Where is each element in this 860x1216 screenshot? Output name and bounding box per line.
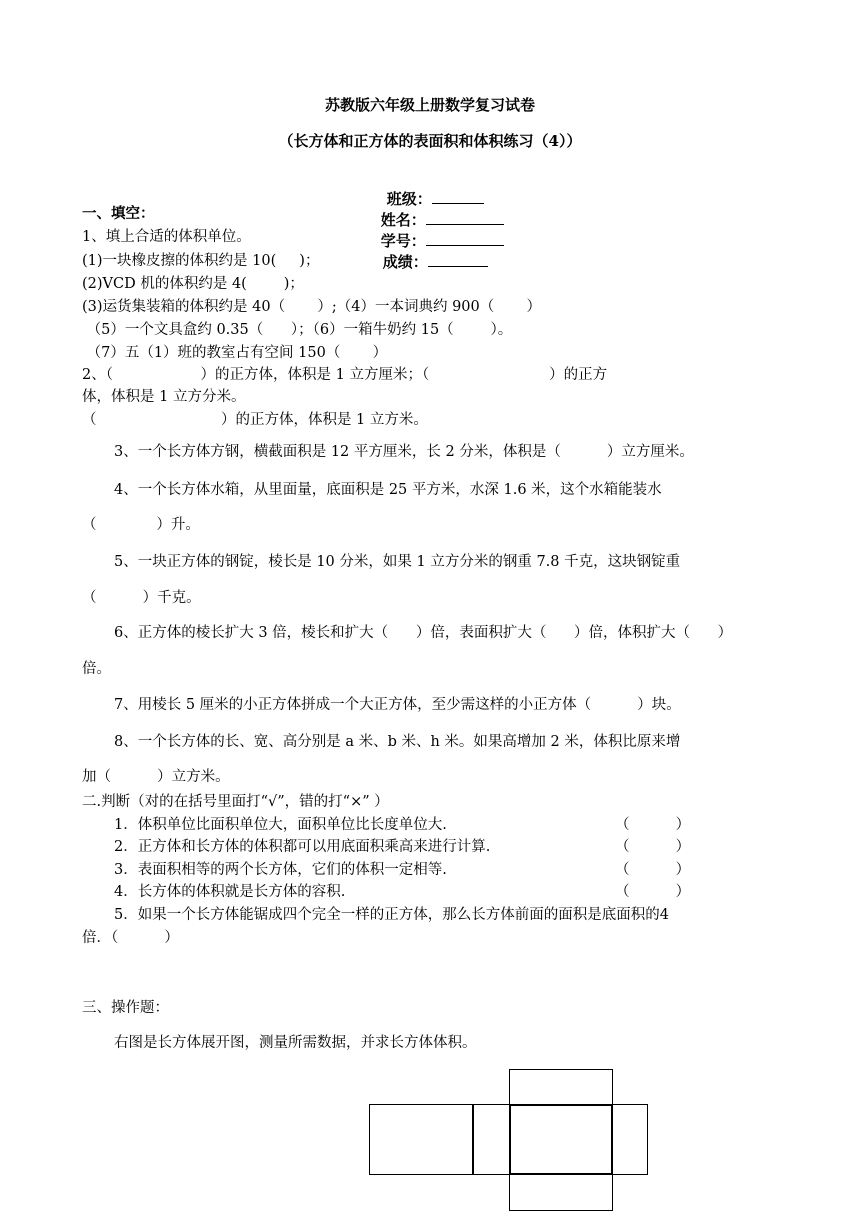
section3-heading: 三、操作题： [82, 1000, 169, 1016]
judge-bracket-2[interactable]: （ ） [615, 839, 691, 855]
q1-7-text: （7）五（1）班的教室占有空间 150（ ） [82, 345, 388, 361]
q8-line-b: 加（ ）立方米。 [82, 769, 230, 785]
net-face-side-right [611, 1104, 648, 1175]
judge-item-1: 1．体积单位比面积单位大，面积单位比长度单位大. [114, 817, 447, 833]
judge-bracket-1[interactable]: （ ） [615, 817, 691, 833]
q8-line-a: 8、一个长方体的长、宽、高分别是 a 米、b 米、h 米。如果高增加 2 米，体积比原来增 [114, 734, 681, 750]
class-blank[interactable] [432, 188, 484, 204]
q1-2-text: (2)VCD 机的体积约是 4( )； [82, 276, 304, 292]
net-face-bottom [509, 1173, 613, 1211]
id-label: 学号： [380, 232, 426, 250]
net-face-top [509, 1069, 613, 1106]
name-blank[interactable] [426, 209, 504, 225]
net-face-left [369, 1104, 474, 1175]
q7-text: 7、用棱长 5 厘米的小正方体拼成一个大正方体，至少需这样的小正方体（ ）块。 [114, 697, 681, 713]
q2-line-c: （ ）的正方体，体积是 1 立方米。 [82, 412, 428, 428]
q1-3-text: (3)运货集装箱的体积约是 40（ ）;（4）一本词典约 900（ ） [82, 299, 542, 315]
page-title: 苏教版六年级上册数学复习试卷 [324, 96, 535, 114]
q4-line-a: 4、一个长方体水箱，从里面量，底面积是 25 平方米，水深 1.6 米，这个水箱能装水 [114, 482, 662, 498]
net-face-side-left [472, 1104, 511, 1175]
q3-text: 3、一个长方体方钢，横截面积是 12 平方厘米，长 2 分米，体积是（ ）立方厘米。 [114, 444, 694, 460]
judge-item-2: 2．正方体和长方体的体积都可以用底面积乘高来进行计算. [114, 839, 491, 855]
judge-item-5-a: 5．如果一个长方体能锯成四个完全一样的正方体，那么长方体前面的面积是底面积的4 [114, 907, 669, 923]
id-blank[interactable] [426, 230, 504, 246]
q1-5-text: （5）一个文具盒约 0.35（ ）；（6）一箱牛奶约 15（ ）。 [82, 322, 513, 338]
score-blank[interactable] [428, 251, 488, 267]
judge-bracket-3[interactable]: （ ） [615, 862, 691, 878]
section1-heading: 一、填空： [82, 205, 155, 222]
judge-item-5-b: 倍．（ ） [82, 930, 179, 946]
net-face-front [509, 1104, 613, 1175]
judge-item-4: 4．长方体的体积就是长方体的容积. [114, 884, 346, 900]
q2-line-a: 2、（ ）的正方体，体积是 1 立方厘米；（ ）的正方 [82, 367, 608, 383]
judge-bracket-4[interactable]: （ ） [615, 884, 691, 900]
q6-line-b: 倍。 [82, 661, 111, 677]
q2-line-b: 体，体积是 1 立方分米。 [82, 389, 246, 405]
page-subtitle: （长方体和正方体的表面积和体积练习（4）） [278, 132, 582, 150]
q1-1-text: (1)一块橡皮擦的体积约是 10( )； [82, 253, 320, 269]
q6-line-a: 6、正方体的棱长扩大 3 倍，棱长和扩大（ ）倍，表面积扩大（ ）倍，体积扩大（ ） [114, 625, 733, 641]
q5-line-b: （ ）千克。 [82, 590, 201, 606]
name-label: 姓名： [380, 211, 426, 229]
q1-text: 1、填上合适的体积单位。 [82, 229, 251, 245]
class-label: 班级： [386, 190, 432, 208]
judge-item-3: 3．表面积相等的两个长方体，它们的体积一定相等. [114, 862, 447, 878]
score-label: 成绩： [382, 253, 428, 271]
q5-line-a: 5、一块正方体的钢锭，棱长是 10 分米，如果 1 立方分米的钢重 7.8 千克，这块钢锭重 [114, 554, 681, 570]
section3-instruction: 右图是长方体展开图，测量所需数据，并求长方体体积。 [114, 1035, 477, 1051]
section2-heading: 二.判断（对的在括号里面打“√”，错的打“×” ） [82, 794, 389, 810]
q4-line-b: （ ）升。 [82, 517, 200, 533]
